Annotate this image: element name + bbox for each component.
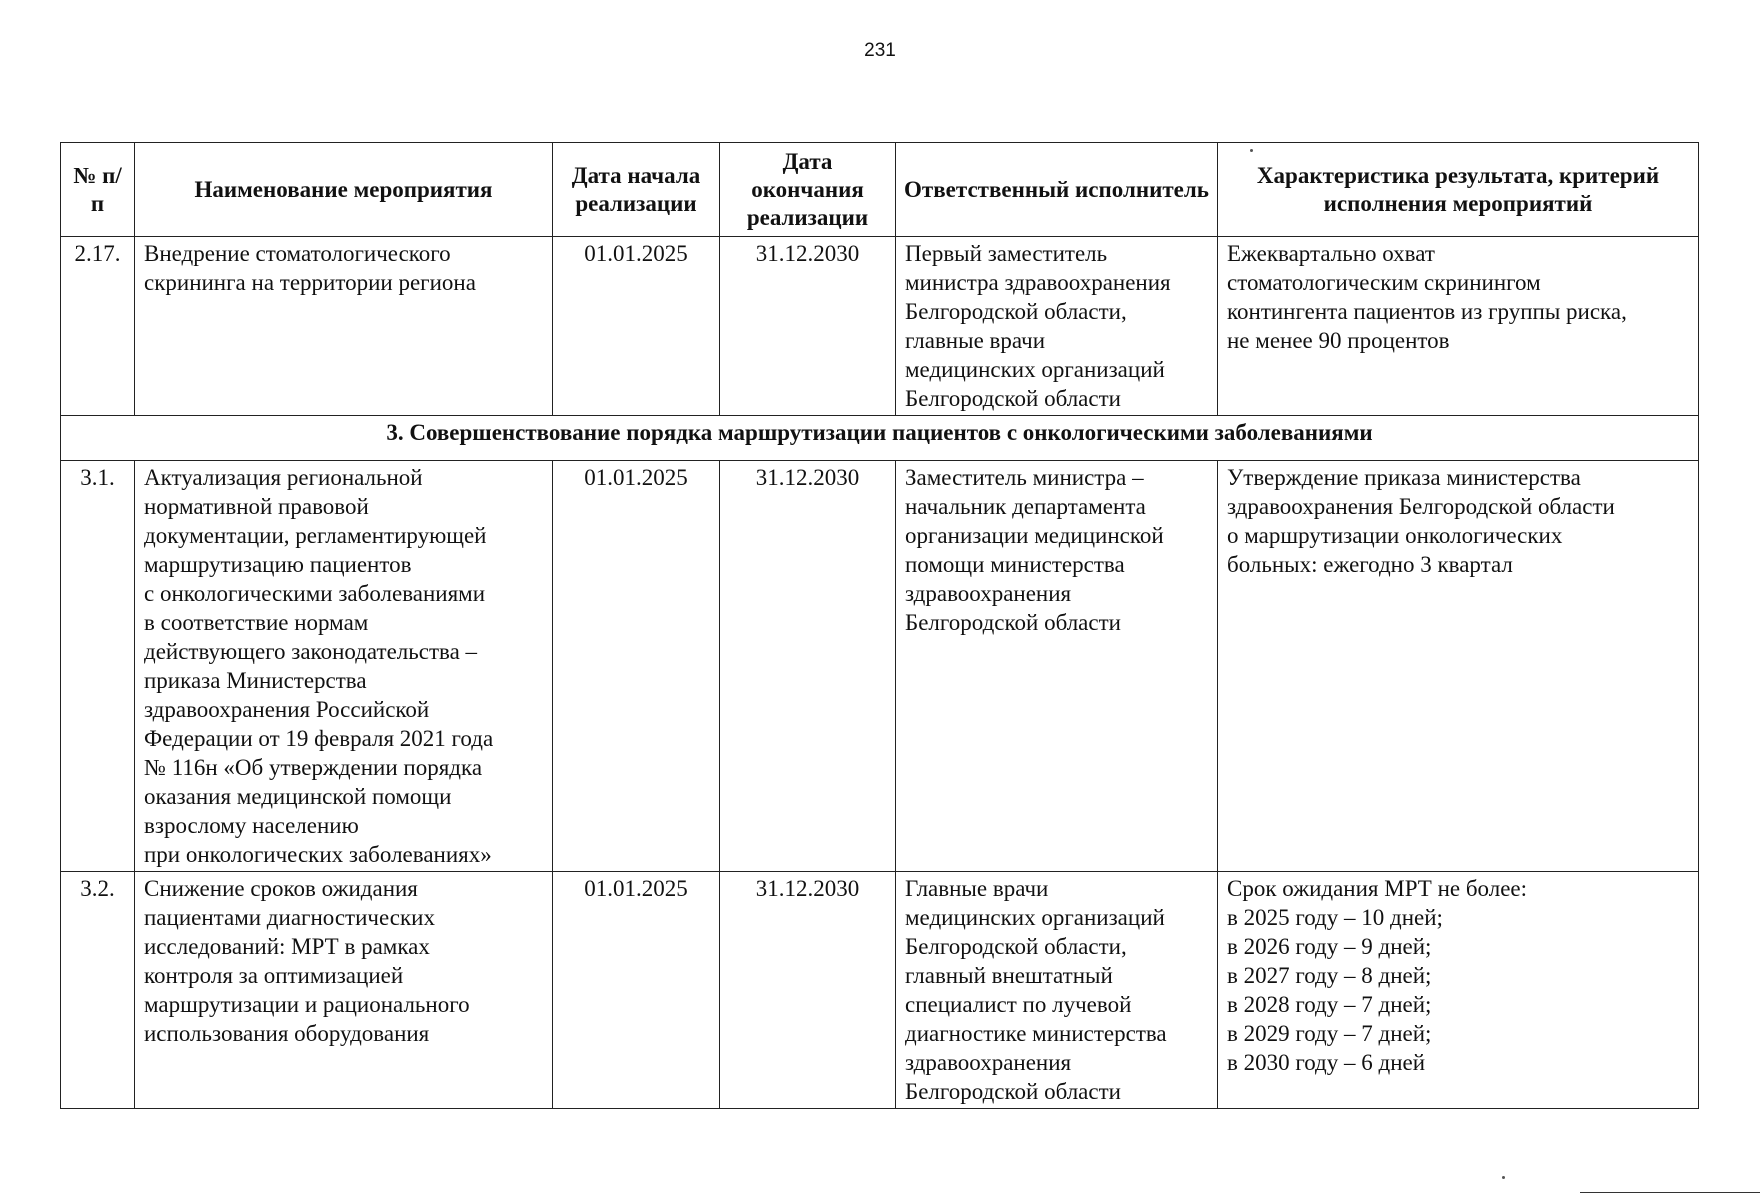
scan-edge-line	[1580, 1192, 1760, 1193]
responsible: Первый заместитель министра здравоохранения Белгородской области, главные врачи медицинских организаций Белгородской области	[896, 237, 1218, 416]
result: Срок ожидания МРТ не более: в 2025 году – 10 дней; в 2026 году – 9 дней; в 2027 году – 8 дней; в 2028 году – 7 дней; в 2029 году – 7 дней; в 2030 году – 6 дней	[1218, 872, 1699, 1109]
page-number: 231	[864, 40, 896, 61]
row-number: 3.2.	[61, 872, 135, 1109]
result: Утверждение приказа министерства здравоохранения Белгородской области о маршрутизации онкологических больных: ежегодно 3 квартал	[1218, 461, 1699, 872]
header-end-date: Дата окончания реализации	[720, 143, 896, 237]
scan-speck	[1250, 149, 1253, 152]
activity-name: Внедрение стоматологического скрининга на территории региона	[135, 237, 553, 416]
activity-name: Актуализация региональной нормативной правовой документации, регламентирующей маршрутизацию пациентов с онкологическими заболеваниями в соответствие нормам действующего законодательства – приказа Министерства здравоохранения Российской Федерации от 19 февраля 2021 года № 116н «Об утверждении порядка оказания медицинской помощи взрослому населению при онкологических заболеваниях»	[135, 461, 553, 872]
start-date: 01.01.2025	[553, 461, 720, 872]
header-result: Характеристика результата, критерий исполнения мероприятий	[1218, 143, 1699, 237]
end-date: 31.12.2030	[720, 461, 896, 872]
responsible: Главные врачи медицинских организаций Белгородской области, главный внештатный специалист по лучевой диагностике министерства здравоохранения Белгородской области	[896, 872, 1218, 1109]
section-row	[61, 416, 1699, 461]
header-start-date: Дата начала реализации	[553, 143, 720, 237]
scan-speck	[1502, 1176, 1505, 1179]
header-number: № п/п	[61, 143, 135, 237]
activities-table	[60, 142, 1699, 1109]
result: Ежеквартально охват стоматологическим скринингом контингента пациентов из группы риска, не менее 90 процентов	[1218, 237, 1699, 416]
responsible: Заместитель министра – начальник департамента организации медицинской помощи министерства здравоохранения Белгородской области	[896, 461, 1218, 872]
table-row	[61, 237, 1699, 416]
row-number: 2.17.	[61, 237, 135, 416]
end-date: 31.12.2030	[720, 237, 896, 416]
header-activity-name: Наименование мероприятия	[135, 143, 553, 237]
row-number: 3.1.	[61, 461, 135, 872]
table-row	[61, 461, 1699, 872]
header-row	[61, 143, 1699, 237]
header-responsible: Ответственный исполнитель	[896, 143, 1218, 237]
activity-name: Снижение сроков ожидания пациентами диагностических исследований: МРТ в рамках контроля за оптимизацией маршрутизации и рационального использования оборудования	[135, 872, 553, 1109]
start-date: 01.01.2025	[553, 237, 720, 416]
start-date: 01.01.2025	[553, 872, 720, 1109]
section-heading: 3. Совершенствование порядка маршрутизации пациентов с онкологическими заболеваниями	[61, 416, 1699, 461]
table-row	[61, 872, 1699, 1109]
end-date: 31.12.2030	[720, 872, 896, 1109]
